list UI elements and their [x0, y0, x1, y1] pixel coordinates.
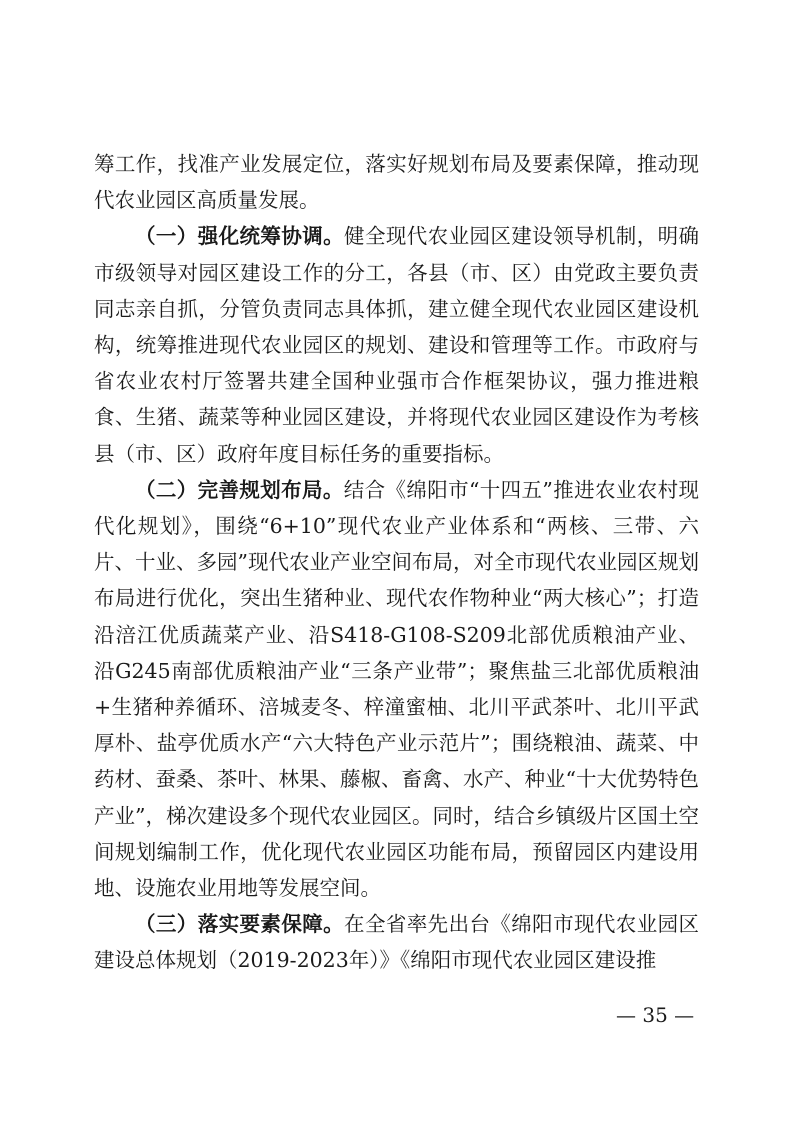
section-heading: （三）落实要素保障。: [135, 912, 345, 937]
paragraph-section-2: [94, 472, 699, 906]
paragraph-continuation: [94, 146, 699, 218]
paragraph-text: 健全现代农业园区建设领导机制，明确市级领导对园区建设工作的分工，各县（市、区）由党政主要负责同志亲自抓，分管负责同志具体抓，建立健全现代农业园区建设机构，统筹推进现代农业园区的规划、建设和管理等工作。市政府与省农业农村厅签署共建全国种业强市合作框架协议，强力推进粮食、生猪、蔬菜等种业园区建设，并将现代农业园区建设作为考核县（市、区）政府年度目标任务的重要指标。: [94, 224, 700, 466]
paragraph-section-1: [94, 218, 699, 471]
paragraph-text: 结合《绵阳市“十四五”推进农业农村现代化规划》，围绕“6+10”现代农业产业体系和“两核、三带、六片、十业、多园”现代农业产业空间布局，对全市现代农业园区规划布局进行优化，突出生猪种业、现代农作物种业“两大核心”；打造沿涪江优质蔬菜产业、沿S418-G108-S209北部优质粮油产业、沿G245南部优质粮油产业“三条产业带”；聚焦盐三北部优质粮油+生猪种养循环、涪城麦冬、梓潼蜜柚、北川平武茶叶、北川平武厚朴、盐亭优质水产“六大特色产业示范片”；围绕粮油、蔬菜、中药材、蚕桑、茶叶、林果、藤椒、畜禽、水产、种业“十大优势特色产业”，梯次建设多个现代农业园区。同时，结合乡镇级片区国土空间规划编制工作，优化现代农业园区功能布局，预留园区内建设用地、设施农业用地等发展空间。: [94, 477, 699, 901]
paragraph-section-3: [94, 906, 699, 978]
section-heading: （一）强化统筹协调。: [135, 224, 345, 249]
paragraph-text: 在全省率先出台《绵阳市现代农业园区建设总体规划（2019-2023年）》《绵阳市现代农业园区建设推: [94, 912, 700, 973]
paragraph-text: 筹工作，找准产业发展定位，落实好规划布局及要素保障，推动现代农业园区高质量发展。: [94, 152, 699, 213]
document-body: [94, 146, 699, 979]
page-number: — 35 —: [616, 1003, 695, 1027]
section-heading: （二）完善规划布局。: [135, 477, 344, 502]
